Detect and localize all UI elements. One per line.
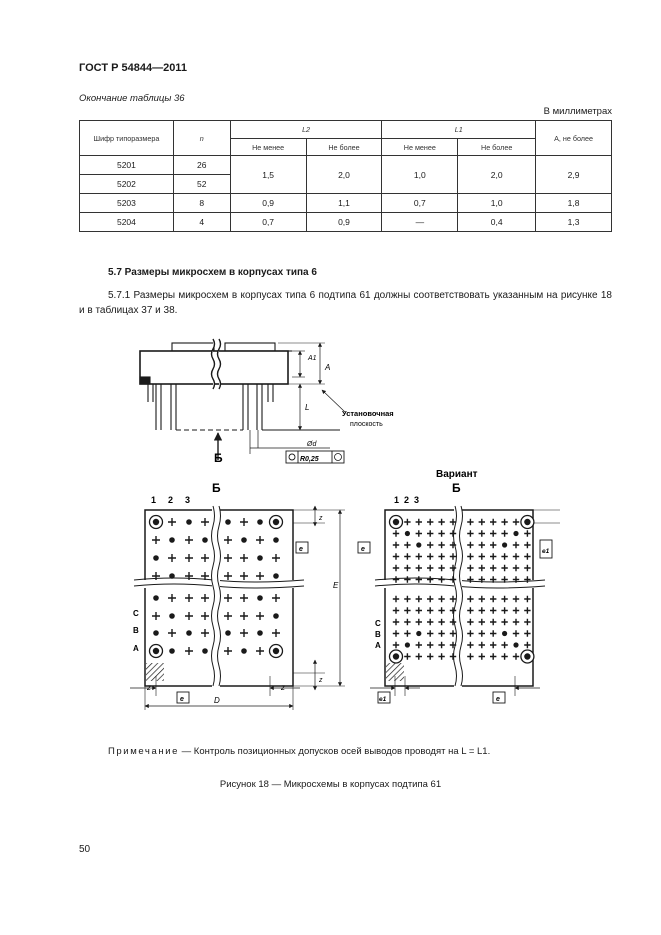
page-number: 50 bbox=[79, 844, 91, 855]
variant-column-label-2: 2 bbox=[404, 495, 410, 505]
cell-n: 26 bbox=[173, 156, 230, 175]
pin-dot bbox=[416, 542, 421, 547]
header-l2-max: Не более bbox=[306, 139, 382, 156]
variant-column-label-1: 1 bbox=[394, 495, 400, 505]
corner-pin-center bbox=[524, 653, 530, 659]
document-header: ГОСТ Р 54844—2011 bbox=[79, 62, 187, 74]
corner-pin-center bbox=[524, 519, 530, 525]
pin-dot bbox=[513, 642, 518, 647]
cell-a: 1,8 bbox=[536, 194, 612, 213]
pin-dot bbox=[153, 595, 159, 601]
variant-datum-e1-bottom: e1 bbox=[379, 696, 387, 703]
pin-dot bbox=[273, 613, 279, 619]
cell-a: 1,3 bbox=[536, 213, 612, 232]
paragraph-text: 5.7.1 Размеры микросхем в корпусах типа 6 подтипа 61 должны соответствовать указанным на рисунке 18 и в таблицах 37 и 38. bbox=[79, 290, 612, 316]
pin-dot bbox=[273, 537, 279, 543]
corner-pin-center bbox=[273, 519, 279, 525]
table-row bbox=[80, 213, 612, 232]
header-l2-min: Не менее bbox=[230, 139, 306, 156]
dim-label-a: A bbox=[325, 363, 331, 372]
pin-dot bbox=[186, 630, 192, 636]
corner-pin-center bbox=[393, 519, 399, 525]
pin-dot bbox=[257, 519, 263, 525]
cell-n: 52 bbox=[173, 175, 230, 194]
corner-pin-center bbox=[273, 648, 279, 654]
table-caption: Окончание таблицы 36 bbox=[79, 93, 185, 104]
pin-dot bbox=[416, 631, 421, 636]
variant-title: Вариант bbox=[436, 469, 478, 480]
cell-code: 5203 bbox=[80, 194, 174, 213]
header-code: Шифр типоразмера bbox=[80, 121, 174, 156]
pin-dot bbox=[225, 519, 231, 525]
pin-dot bbox=[169, 613, 175, 619]
dim-label-d: D bbox=[214, 696, 220, 705]
cell-l2-max: 1,1 bbox=[306, 194, 382, 213]
datum-label: e bbox=[299, 546, 303, 553]
figure-note bbox=[108, 746, 490, 757]
cell-code: 5202 bbox=[80, 175, 174, 194]
column-label-2: 2 bbox=[168, 495, 174, 505]
variant-row-label-c: C bbox=[375, 619, 381, 628]
cell-n: 8 bbox=[173, 194, 230, 213]
dim-label-e: E bbox=[333, 581, 339, 590]
datum-label-bottom: e bbox=[180, 696, 184, 703]
pin-dot bbox=[257, 555, 263, 561]
pin-dot bbox=[225, 630, 231, 636]
column-label-1: 1 bbox=[151, 495, 157, 505]
section-title: 5.7 Размеры микросхем в корпусах типа 6 bbox=[108, 267, 317, 278]
cell-l1-max: 0,4 bbox=[458, 213, 536, 232]
note-prefix: Примечание bbox=[108, 746, 179, 757]
row-label-b: B bbox=[133, 626, 139, 635]
header-l1-max: Не более bbox=[458, 139, 536, 156]
figure-caption: Рисунок 18 — Микросхемы в корпусах подтипа 61 bbox=[219, 779, 442, 790]
pin-dot bbox=[241, 648, 247, 654]
cell-l2-min: 1,5 bbox=[230, 156, 306, 194]
column-label-3: 3 bbox=[185, 495, 191, 505]
corner-pin-center bbox=[153, 648, 159, 654]
bottom-view-left bbox=[130, 506, 345, 710]
cell-l2-max: 2,0 bbox=[306, 156, 382, 194]
header-a: A, не более bbox=[536, 121, 612, 156]
technical-drawing bbox=[100, 330, 560, 720]
row-label-a: A bbox=[133, 644, 139, 653]
bottom-view-right bbox=[358, 506, 560, 703]
pin-dot bbox=[169, 537, 175, 543]
pin-dot bbox=[186, 519, 192, 525]
table-row bbox=[80, 194, 612, 213]
dia-label: Ød bbox=[307, 441, 317, 448]
cell-code: 5204 bbox=[80, 213, 174, 232]
cell-l1-min: 0,7 bbox=[382, 194, 458, 213]
pin-dot bbox=[169, 573, 175, 579]
variant-datum-e1: e1 bbox=[542, 548, 550, 555]
pin-dot bbox=[153, 630, 159, 636]
view-arrow-label: Б bbox=[214, 451, 223, 465]
pin-dot bbox=[405, 531, 410, 536]
variant-view-title: Б bbox=[452, 481, 461, 495]
pin-dot bbox=[202, 537, 208, 543]
pin-dot bbox=[502, 542, 507, 547]
cell-l1-max: 2,0 bbox=[458, 156, 536, 194]
variant-row-label-a: A bbox=[375, 641, 381, 650]
seating-plane-label-1: Установочная bbox=[342, 409, 394, 418]
variant-row-label-b: B bbox=[375, 630, 381, 639]
cell-code: 5201 bbox=[80, 156, 174, 175]
corner-pin-center bbox=[393, 653, 399, 659]
cell-a: 2,9 bbox=[536, 156, 612, 194]
pin-dot bbox=[257, 595, 263, 601]
pin-dot bbox=[153, 555, 159, 561]
pin-dot bbox=[502, 631, 507, 636]
corner-pin-center bbox=[153, 519, 159, 525]
cell-l2-max: 0,9 bbox=[306, 213, 382, 232]
cell-l1-min: 1,0 bbox=[382, 156, 458, 194]
dimensions-table bbox=[79, 120, 612, 232]
dim-label-z-right: z bbox=[281, 683, 285, 692]
pin-dot bbox=[241, 537, 247, 543]
bottom-view-title: Б bbox=[212, 481, 221, 495]
seating-plane-label-2: плоскость bbox=[350, 421, 383, 428]
pin-dot bbox=[202, 648, 208, 654]
header-l1: L1 bbox=[382, 121, 536, 139]
pin-dot bbox=[169, 648, 175, 654]
row-label-c: C bbox=[133, 609, 139, 618]
cell-n: 4 bbox=[173, 213, 230, 232]
cell-l1-max: 1,0 bbox=[458, 194, 536, 213]
pin-dot bbox=[513, 531, 518, 536]
pin-dot bbox=[257, 630, 263, 636]
pin-dot bbox=[273, 573, 279, 579]
dim-label-z-top: z bbox=[319, 515, 323, 522]
header-l1-min: Не менее bbox=[382, 139, 458, 156]
cell-l1-min: — bbox=[382, 213, 458, 232]
variant-datum-e-bottom: e bbox=[496, 696, 500, 703]
dim-label-a1: A1 bbox=[308, 355, 317, 362]
variant-datum-e: e bbox=[361, 546, 365, 553]
dim-label-z-bottom: z bbox=[319, 677, 323, 684]
dim-label-z-left: z bbox=[147, 683, 151, 692]
note-text: — Контроль позиционных допусков осей выводов проводят на L = L1. bbox=[179, 746, 491, 757]
dim-label-l: L bbox=[305, 403, 310, 412]
units-note: В миллиметрах bbox=[543, 106, 612, 117]
tolerance-label: R0,25 bbox=[300, 456, 319, 463]
cell-l2-min: 0,7 bbox=[230, 213, 306, 232]
variant-column-label-3: 3 bbox=[414, 495, 420, 505]
body-paragraph bbox=[79, 288, 612, 318]
header-l2: L2 bbox=[230, 121, 382, 139]
table-row bbox=[80, 156, 612, 175]
header-n: n bbox=[173, 121, 230, 156]
pin-dot bbox=[405, 642, 410, 647]
cell-l2-min: 0,9 bbox=[230, 194, 306, 213]
